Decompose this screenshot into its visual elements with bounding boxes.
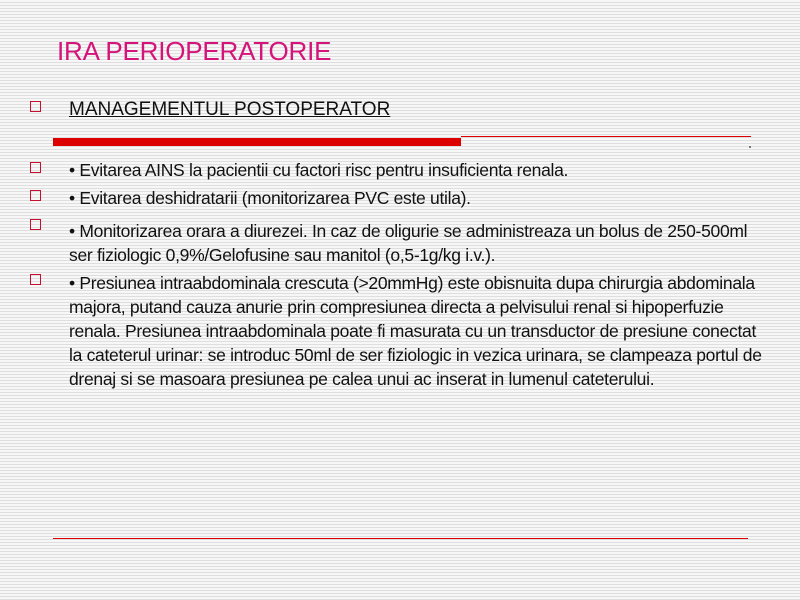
list-item: • Monitorizarea orara a diurezei. In caz de oligurie se administreaza un bolus de 250-500ml ser fiziologic 0,9%/Gelofusine sau manitol (o,5-1g/kg i.v.). [69,221,748,265]
slide-title: IRA PERIOPERATORIE [57,36,332,66]
list-item: • Evitarea AINS la pacientii cu factori risc pentru insuficienta renala. [69,160,569,180]
hollow-square-bullet-icon [30,219,41,230]
hollow-square-bullet-icon [30,162,41,173]
divider-bottom [53,538,748,539]
hollow-square-bullet-icon [30,190,41,201]
section-heading: MANAGEMENTUL POSTOPERATOR [69,99,391,120]
list-item: • Evitarea deshidratarii (monitorizarea PVC este utila). [69,188,471,208]
list-item: • Presiunea intraabdominala crescuta (>20mmHg) este obisnuita dupa chirurgia abdominala majora, putand cauza anurie prin compresiunea directa a pelvisului renal si hipoperfuzie renala. Presiunea intraabdominala poate fi masurata cu un transductor de presiune conectat la cateterul urinar: se introduc 50ml de ser fiziologic in vezica urinara, se clampeaza portul de drenaj si se masoara presiunea pe calea unui ac inserat in lumenul cateterului. [69,273,762,389]
hollow-square-bullet-icon [30,274,41,285]
divider-thick [53,138,461,146]
hollow-square-bullet-icon [30,101,41,112]
divider-thin-top [461,136,751,137]
divider-dot [749,146,751,148]
